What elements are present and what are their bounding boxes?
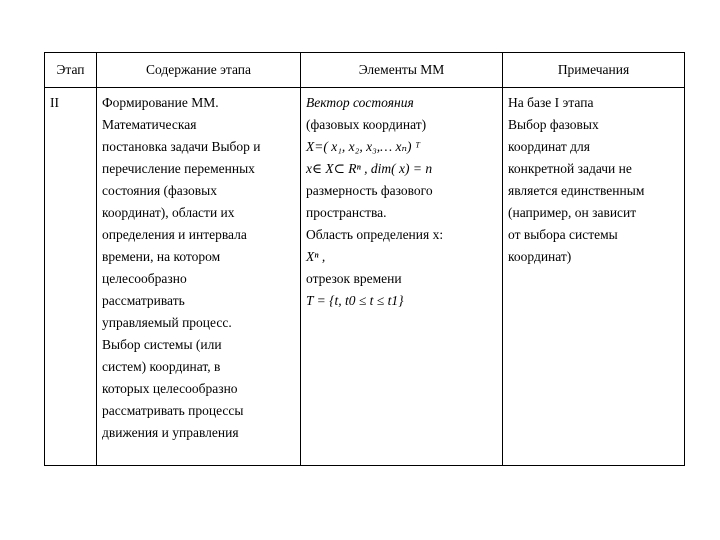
elements-line: (фазовых координат) — [306, 117, 427, 132]
notes-line: координат) — [508, 249, 572, 264]
content-line: определения и интервала — [102, 227, 247, 242]
content-line: Математическая — [102, 117, 197, 132]
content-line: рассматривать процессы — [102, 403, 244, 418]
elements-line: Xⁿ , — [306, 249, 326, 264]
content-line: систем) координат, в — [102, 359, 221, 374]
header-notes: Примечания — [503, 53, 685, 88]
cell-notes — [503, 88, 685, 466]
content-line: целесообразно — [102, 271, 187, 286]
table-row — [45, 88, 685, 466]
cell-elements — [301, 88, 503, 466]
content-line: Выбор системы (или — [102, 337, 222, 352]
elements-line: T = {t, t0 ≤ t ≤ t1} — [306, 293, 404, 308]
cell-content — [97, 88, 301, 466]
notes-line: координат для — [508, 139, 590, 154]
header-stage: Этап — [45, 53, 97, 88]
notes-line: Выбор фазовых — [508, 117, 599, 132]
stages-table — [44, 52, 685, 466]
content-line: состояния (фазовых — [102, 183, 217, 198]
header-content: Содержание этапа — [97, 53, 301, 88]
notes-line: от выбора системы — [508, 227, 618, 242]
stage-number: II — [50, 95, 59, 110]
content-line: управляемый процесс. — [102, 315, 232, 330]
notes-line: конкретной задачи не — [508, 161, 632, 176]
elements-line: x∈ X⊂ Rⁿ , dim( x) = n — [306, 161, 433, 176]
notes-line: является единственным — [508, 183, 645, 198]
content-line: времени, на котором — [102, 249, 221, 264]
elements-line: Вектор состояния — [306, 95, 414, 110]
content-line: постановка задачи Выбор и — [102, 139, 261, 154]
elements-line: пространства. — [306, 205, 387, 220]
content-line: Формирование ММ. — [102, 95, 219, 110]
content-line: перечисление переменных — [102, 161, 255, 176]
header-elements: Элементы ММ — [301, 53, 503, 88]
elements-line: X=( x₁, x₂, x₃,… xₙ) ᵀ — [306, 139, 421, 154]
notes-line: (например, он зависит — [508, 205, 637, 220]
header-row — [45, 53, 685, 88]
content-line: которых целесообразно — [102, 381, 238, 396]
notes-line: На базе I этапа — [508, 95, 594, 110]
content-line: координат), области их — [102, 205, 235, 220]
elements-line: Область определения x: — [306, 227, 444, 242]
elements-line: отрезок времени — [306, 271, 402, 286]
content-line: движения и управления — [102, 425, 239, 440]
elements-line: размерность фазового — [306, 183, 433, 198]
content-line: рассматривать — [102, 293, 185, 308]
cell-stage — [45, 88, 97, 466]
